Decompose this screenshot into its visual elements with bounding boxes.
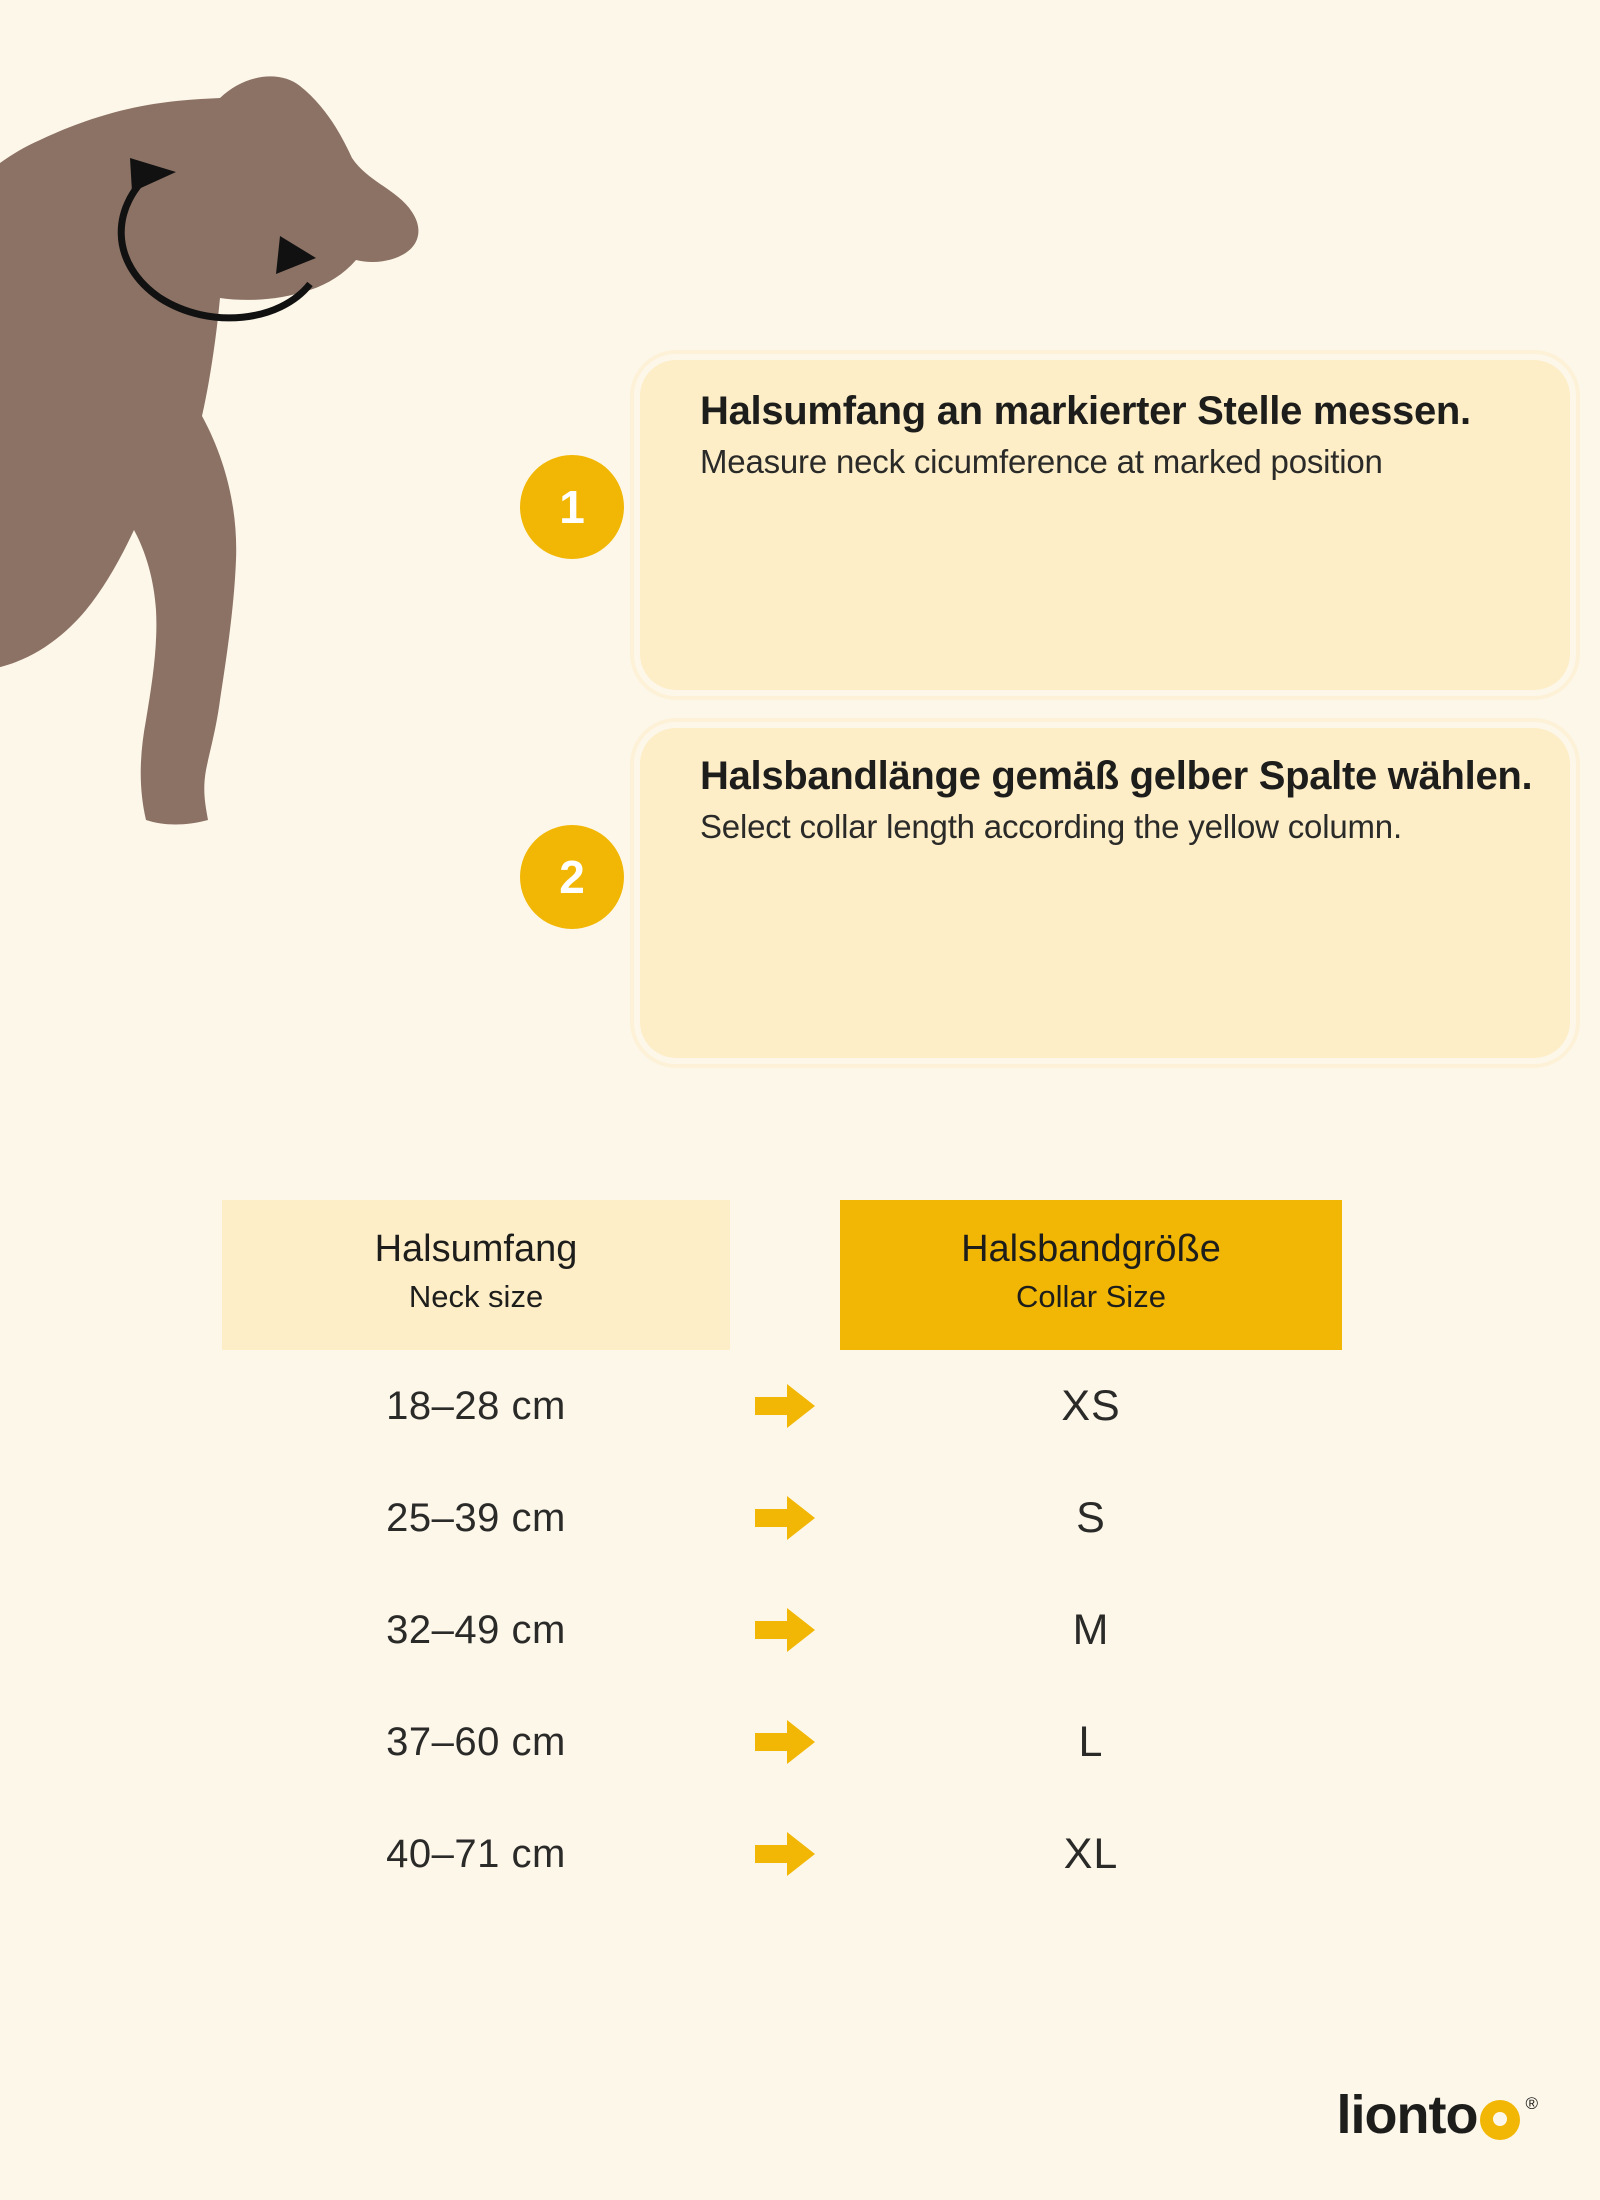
table-header-collar-en: Collar Size: [1016, 1278, 1166, 1314]
table-header-spacer: [730, 1200, 840, 1350]
table-row: [222, 1686, 1342, 1798]
right-arrow-icon: [755, 1832, 815, 1876]
table-header-neck: [222, 1200, 730, 1350]
row-collar-value: XS: [1061, 1381, 1121, 1430]
right-arrow-icon: [755, 1496, 815, 1540]
step-text-1: [700, 385, 1580, 484]
table-row: [222, 1350, 1342, 1462]
dog-silhouette: [0, 76, 418, 824]
row-arrow: [730, 1832, 840, 1876]
right-arrow-icon: [755, 1608, 815, 1652]
table-header-neck-de: Halsumfang: [374, 1228, 578, 1270]
right-arrow-icon: [755, 1384, 815, 1428]
row-collar-value: M: [1072, 1605, 1110, 1654]
row-neck-value: 18–28 cm: [386, 1383, 566, 1428]
lionto-dot-icon: [1480, 2100, 1520, 2140]
table-header-collar-de: Halsbandgröße: [961, 1228, 1221, 1270]
row-neck-value: 32–49 cm: [386, 1607, 566, 1652]
step-2-title: Halsbandlänge gemäß gelber Spalte wählen.: [700, 754, 1533, 798]
row-collar-value: L: [1078, 1717, 1104, 1766]
row-neck-value: 25–39 cm: [386, 1495, 566, 1540]
row-neck-value: 37–60 cm: [386, 1719, 566, 1764]
row-collar-value: S: [1076, 1493, 1106, 1542]
right-arrow-icon: [755, 1720, 815, 1764]
brand-logo-text: lionto: [1336, 2085, 1478, 2145]
row-arrow: [730, 1384, 840, 1428]
table-row: [222, 1798, 1342, 1910]
step-text-2: [700, 750, 1600, 849]
step-1-subtitle: Measure neck cicumference at marked position: [700, 443, 1383, 481]
row-collar-value: XL: [1063, 1829, 1119, 1878]
brand-logo: [1336, 2085, 1538, 2145]
row-arrow: [730, 1720, 840, 1764]
row-arrow: [730, 1608, 840, 1652]
step-badge-1: 1: [520, 455, 624, 559]
table-row: [222, 1574, 1342, 1686]
row-neck-value: 40–71 cm: [386, 1831, 566, 1876]
dog-illustration: [0, 40, 580, 920]
table-header-neck-en: Neck size: [408, 1278, 544, 1314]
table-header-collar: [840, 1200, 1342, 1350]
step-2-subtitle: Select collar length according the yellow column.: [700, 808, 1402, 846]
row-arrow: [730, 1496, 840, 1540]
step-badge-2: 2: [520, 825, 624, 929]
table-row: [222, 1462, 1342, 1574]
size-table: [222, 1200, 1342, 1910]
brand-trademark: ®: [1525, 2094, 1538, 2113]
table-header-row: [222, 1200, 1342, 1350]
step-1-title: Halsumfang an markierter Stelle messen.: [700, 389, 1471, 433]
